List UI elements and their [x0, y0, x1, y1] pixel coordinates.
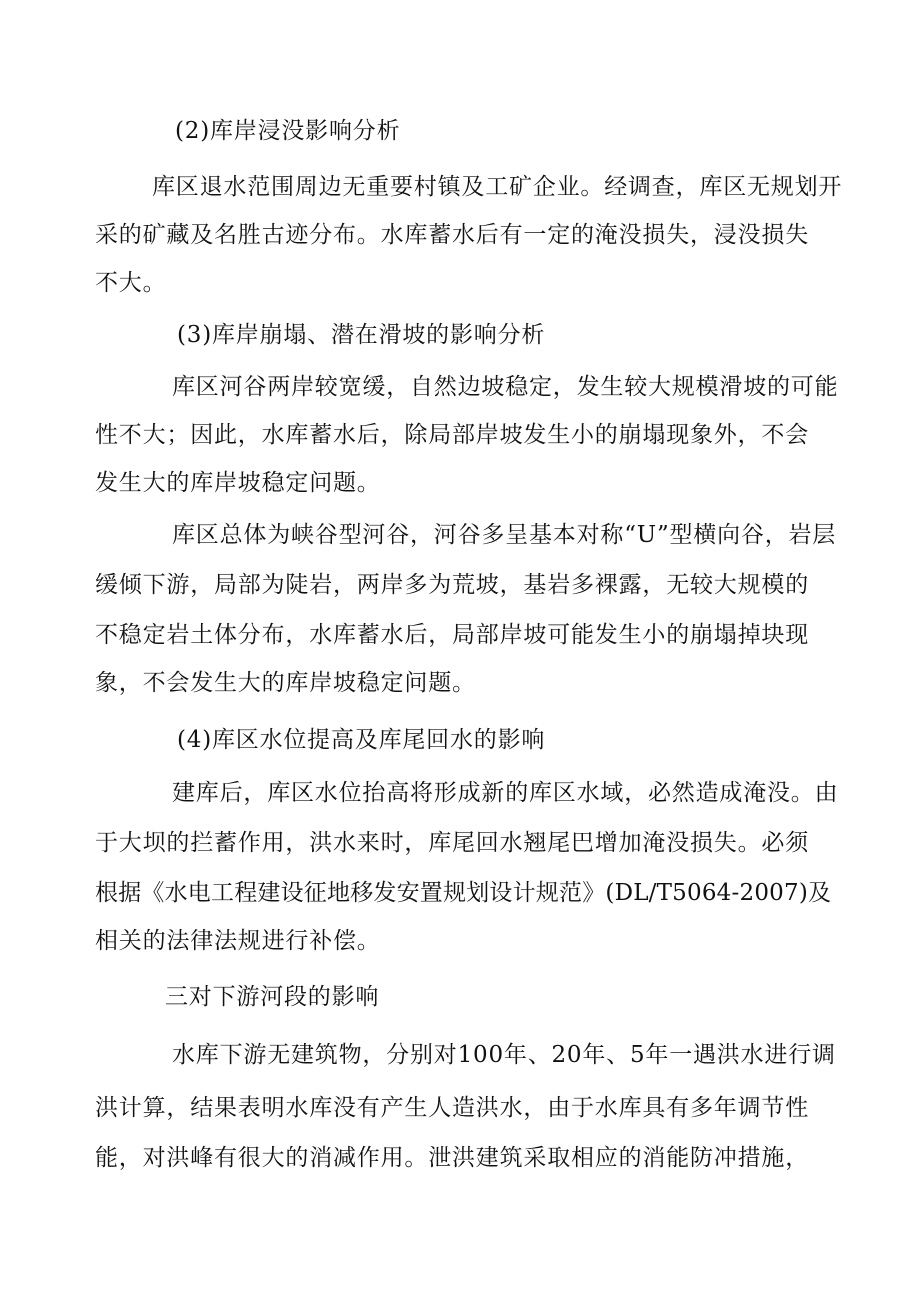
paragraph-line: 于大坝的拦蓄作用，洪水来时，库尾回水翘尾巴增加淹没损失。必须 [95, 830, 809, 856]
paragraph-line: 相关的法律法规进行补偿。 [95, 928, 381, 954]
section-heading: (3)库岸崩塌、潜在滑坡的影响分析 [177, 322, 546, 348]
paragraph-line: 不稳定岩土体分布，水库蓄水后，局部岸坡可能发生小的崩塌掉块现 [95, 622, 809, 648]
paragraph-line: 采的矿藏及名胜古迹分布。水库蓄水后有一定的淹没损失，浸没损失 [95, 222, 809, 248]
paragraph-line: 性不大；因此，水库蓄水后，除局部岸坡发生小的崩塌现象外，不会 [95, 422, 809, 448]
paragraph-line: 缓倾下游，局部为陡岩，两岸多为荒坡，基岩多裸露，无较大规模的 [95, 572, 809, 598]
section-heading: (2)库岸浸没影响分析 [175, 118, 401, 144]
paragraph-line: 根据《水电工程建设征地移发安置规划设计规范》(DL/T5064-2007)及 [95, 880, 832, 906]
paragraph-line: 库区河谷两岸较宽缓，自然边坡稳定，发生较大规模滑坡的可能 [172, 374, 839, 400]
paragraph-line: 库区总体为峡谷型河谷，河谷多呈基本对称“U”型横向谷，岩层 [172, 522, 837, 548]
paragraph-line: 水库下游无建筑物，分别对100年、20年、5年一遇洪水进行调 [172, 1042, 836, 1068]
paragraph-line: 发生大的库岸坡稳定问题。 [95, 470, 381, 496]
paragraph-line: 洪计算，结果表明水库没有产生人造洪水，由于水库具有多年调节性 [95, 1095, 809, 1121]
paragraph-line: 能，对洪峰有很大的消减作用。泄洪建筑采取相应的消能防冲措施， [95, 1145, 809, 1171]
section-heading: 三对下游河段的影响 [165, 984, 380, 1010]
paragraph-line: 建库后，库区水位抬高将形成新的库区水域，必然造成淹没。由 [172, 780, 839, 806]
section-heading: (4)库区水位提高及库尾回水的影响 [177, 727, 546, 753]
paragraph-line: 象，不会发生大的库岸坡稳定问题。 [95, 670, 476, 696]
paragraph-line: 不大。 [95, 270, 167, 296]
paragraph-line: 库区退水范围周边无重要村镇及工矿企业。经调查，库区无规划开 [152, 174, 843, 200]
